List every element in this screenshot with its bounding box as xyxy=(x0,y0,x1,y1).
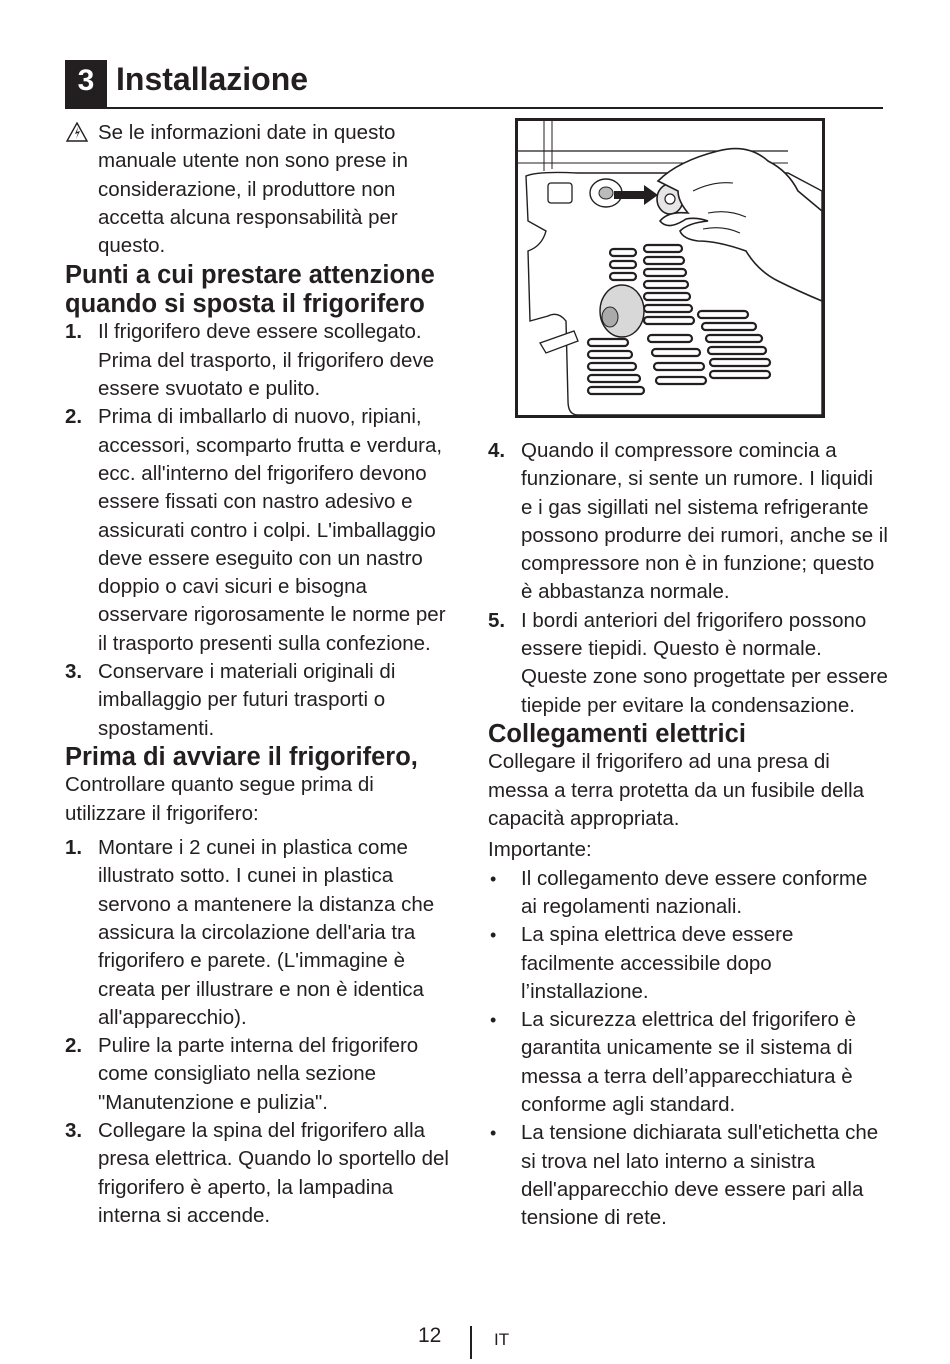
bullet-icon: • xyxy=(490,925,497,946)
list-item: • La tensione dichiarata sull'etichetta che si trova nel lato interno a sinistra dell'apparecchio deve essere pari alla tensione di rete. xyxy=(490,1121,879,1230)
before-start-list-continued xyxy=(488,437,888,720)
list-item: • Il collegamento deve essere conforme ai regolamenti nazionali. xyxy=(490,866,868,918)
list-item: • La spina elettrica deve essere facilmente accessibile dopo l’installazione. xyxy=(490,923,794,1003)
header-divider xyxy=(65,107,883,109)
moving-heading: Punti a cui prestare attenzione quando si sposta il frigorifero xyxy=(65,261,435,318)
warning-text: Se le informazioni date in questo manuale utente non sono prese in considerazione, il produttore non accetta alcuna responsabilità per questo. xyxy=(98,121,409,258)
footer-divider xyxy=(470,1326,472,1359)
language-code: IT xyxy=(494,1330,510,1349)
list-item: 1. Il frigorifero deve essere scollegato. Prima del trasporto, il frigorifero deve essere svuotato e pulito. xyxy=(65,320,435,401)
page-title: Installazione xyxy=(116,61,309,97)
plastic-wedge-installation-illustration xyxy=(518,121,822,415)
bullet-icon: • xyxy=(490,868,497,889)
before-start-list xyxy=(65,834,460,1230)
before-start-intro: Controllare quanto segue prima di utilizzare il frigorifero: xyxy=(65,773,374,825)
chapter-number: 3 xyxy=(65,60,107,108)
electrical-heading: Collegamenti elettrici xyxy=(488,719,746,748)
warning-triangle-icon xyxy=(66,122,88,142)
warning-note xyxy=(65,119,460,260)
electrical-intro: Collegare il frigorifero ad una presa di messa a terra protetta da un fusibile della capacità appropriata. xyxy=(488,750,865,831)
left-column xyxy=(65,119,460,1230)
important-label: Importante: xyxy=(488,838,592,862)
bullet-icon: • xyxy=(490,1010,497,1031)
plastic-wedge-illustration xyxy=(515,118,825,418)
list-item: 5. I bordi anteriori del frigorifero possono essere tiepidi. Questo è normale. Queste zone sono progettate per essere tiepide per evitare la condensazione. xyxy=(488,608,888,717)
list-item: • La sicurezza elettrica del frigorifero è garantita unicamente se il sistema di messa a terra dell’apparecchiatura è conforme agli standard. xyxy=(490,1008,856,1117)
list-item: 2. Pulire la parte interna del frigorifero come consigliato nella sezione "Manutenzione e pulizia". xyxy=(65,1034,419,1114)
list-item: 3. Collegare la spina del frigorifero alla presa elettrica. Quando lo sportello del frigorifero è aperto, la lampadina interna si accende. xyxy=(65,1119,449,1227)
list-item: 3. Conservare i materiali originali di imballaggio per futuri trasporti o spostamenti. xyxy=(65,660,396,740)
bullet-icon: • xyxy=(490,1123,497,1144)
before-start-heading: Prima di avviare il frigorifero, xyxy=(65,742,418,771)
electrical-list xyxy=(488,865,888,1233)
list-item: 1. Montare i 2 cunei in plastica come illustrato sotto. I cunei in plastica servono a mantenere la distanza che assicura la circolazione dell'aria tra frigorifero e parete. (L'immagine è creata per illustrare e non è identica all'apparecchio). xyxy=(65,836,435,1029)
moving-list xyxy=(65,318,460,742)
page-number: 12 xyxy=(418,1324,442,1347)
list-item: 2. Prima di imballarlo di nuovo, ripiani, accessori, scomparto frutta e verdura, ecc. all'interno del frigorifero devono essere fissati con nastro adesivo e assicurati contro i colpi. L'imballaggio deve essere eseguito con un nastro doppio o cavi sicuri e bisogna osservare rigorosamente le norme per il trasporto presenti sulla confezione. xyxy=(65,405,446,655)
list-item: 4. Quando il compressore comincia a funzionare, si sente un rumore. I liquidi e i gas sigillati nel sistema refrigerante possono produrre dei rumori, anche se il compressore non è in funzione; questo è abbastanza normale. xyxy=(488,439,888,604)
right-column xyxy=(488,437,888,1233)
